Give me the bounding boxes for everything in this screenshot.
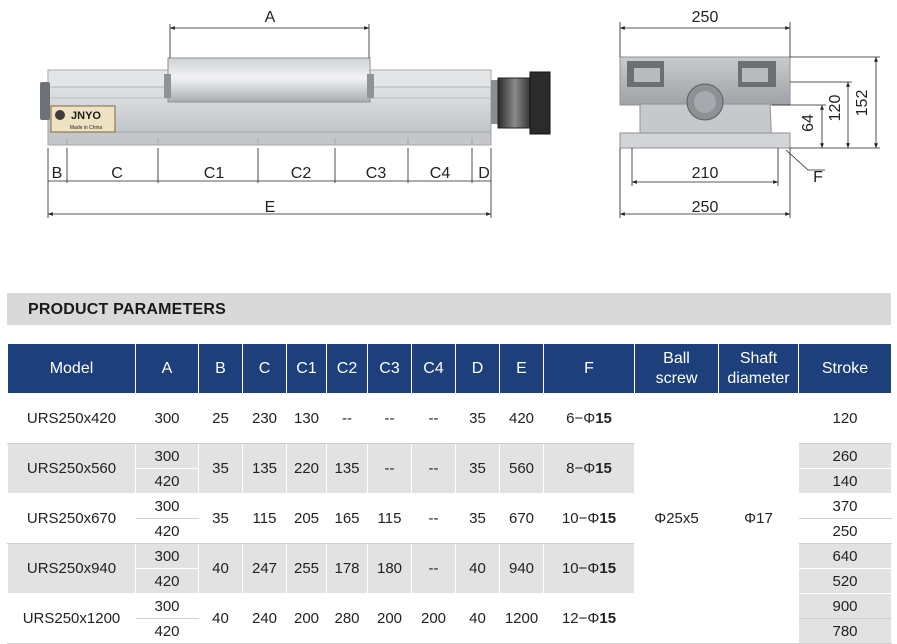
cell-e: 420 <box>500 394 544 444</box>
col-header-c3: C3 <box>368 344 412 394</box>
col-header-c: C <box>243 344 287 394</box>
cell-d: 35 <box>456 394 500 444</box>
cell-f <box>544 494 635 544</box>
cell-e: 940 <box>500 544 544 594</box>
cell-c4: -- <box>412 444 456 494</box>
cell-f <box>544 394 635 444</box>
ball-header-line2: screw <box>655 369 698 387</box>
dim-label-c2: C2 <box>290 165 312 182</box>
cell-a: 420 <box>136 469 199 494</box>
cell-a: 420 <box>136 569 199 594</box>
cell-f-prefix: 8−Φ <box>566 460 596 477</box>
cell-c: 115 <box>243 494 287 544</box>
cell-stroke: 520 <box>799 569 892 594</box>
cell-c: 135 <box>243 444 287 494</box>
cell-shaft-diameter: Φ17 <box>719 394 799 644</box>
cell-a: 420 <box>136 619 199 644</box>
cell-d: 40 <box>456 544 500 594</box>
cell-e: 670 <box>500 494 544 544</box>
cell-c4: -- <box>412 544 456 594</box>
shaft-header-line2: diameter <box>727 369 790 387</box>
dim-label-c1: C1 <box>203 165 225 182</box>
table-row <box>8 394 892 444</box>
cell-c3: -- <box>368 444 412 494</box>
ball-header-line1: Ball <box>663 349 690 367</box>
cell-stroke: 780 <box>799 619 892 644</box>
cell-stroke: 120 <box>799 394 892 444</box>
cell-stroke: 260 <box>799 444 892 469</box>
col-header-c4: C4 <box>412 344 456 394</box>
cell-stroke: 140 <box>799 469 892 494</box>
dim-label-210: 210 <box>691 165 719 182</box>
cell-f <box>544 544 635 594</box>
cell-b: 40 <box>199 544 243 594</box>
cell-a: 300 <box>136 394 199 444</box>
cell-c: 230 <box>243 394 287 444</box>
cell-e: 560 <box>500 444 544 494</box>
dim-label-d: D <box>478 165 490 182</box>
cell-model: URS250x1200 <box>8 594 136 644</box>
technical-drawing <box>0 0 897 240</box>
cell-c1: 200 <box>287 594 327 644</box>
dim-label-e: E <box>264 199 276 216</box>
cell-c1: 220 <box>287 444 327 494</box>
cell-c2: 280 <box>327 594 368 644</box>
cell-c4: -- <box>412 394 456 444</box>
dim-label-64: 64 <box>800 114 817 132</box>
cell-f-number: 15 <box>599 610 617 627</box>
col-header-model: Model <box>8 344 136 394</box>
cell-c: 240 <box>243 594 287 644</box>
cell-c2: -- <box>327 394 368 444</box>
cell-a: 300 <box>136 544 199 569</box>
end-view <box>620 57 790 148</box>
dim-label-b: B <box>51 165 63 182</box>
dim-label-250-top: 250 <box>691 9 719 26</box>
cell-c3: -- <box>368 394 412 444</box>
col-header-f: F <box>544 344 635 394</box>
cell-b: 35 <box>199 444 243 494</box>
cell-f-number: 15 <box>599 510 617 527</box>
cell-c3: 180 <box>368 544 412 594</box>
cell-model: URS250x670 <box>8 494 136 544</box>
cell-d: 35 <box>456 494 500 544</box>
cell-c: 247 <box>243 544 287 594</box>
cell-c1: 205 <box>287 494 327 544</box>
cell-c4: -- <box>412 494 456 544</box>
col-header-d: D <box>456 344 500 394</box>
dim-label-c3: C3 <box>365 165 387 182</box>
cell-c3: 200 <box>368 594 412 644</box>
cell-stroke: 900 <box>799 594 892 619</box>
dim-label-c4: C4 <box>429 165 451 182</box>
col-header-shaft-diameter <box>719 344 799 394</box>
cell-f-prefix: 10−Φ <box>561 560 600 577</box>
cell-a: 300 <box>136 494 199 519</box>
col-header-c1: C1 <box>287 344 327 394</box>
col-header-b: B <box>199 344 243 394</box>
cell-e: 1200 <box>500 594 544 644</box>
cell-f <box>544 594 635 644</box>
cell-stroke: 250 <box>799 519 892 544</box>
cell-model: URS250x940 <box>8 544 136 594</box>
cell-model: URS250x560 <box>8 444 136 494</box>
cell-d: 40 <box>456 594 500 644</box>
cell-ball-screw: Φ25x5 <box>635 394 719 644</box>
product-parameters-table <box>7 343 892 644</box>
cell-b: 35 <box>199 494 243 544</box>
section-header <box>7 293 891 325</box>
col-header-stroke: Stroke <box>799 344 892 394</box>
shaft-header-line1: Shaft <box>739 349 778 367</box>
dim-label-250-bottom: 250 <box>691 199 719 216</box>
cell-c3: 115 <box>368 494 412 544</box>
col-header-c2: C2 <box>327 344 368 394</box>
cell-f-prefix: 12−Φ <box>561 610 600 627</box>
section-title: PRODUCT PARAMETERS <box>28 301 226 318</box>
side-view <box>40 58 550 145</box>
cell-a: 420 <box>136 519 199 544</box>
col-header-a: A <box>136 344 199 394</box>
cell-stroke: 370 <box>799 494 892 519</box>
cell-c1: 130 <box>287 394 327 444</box>
cell-c2: 178 <box>327 544 368 594</box>
dim-label-c: C <box>111 165 123 182</box>
cell-f-number: 15 <box>595 460 612 477</box>
cell-model: URS250x420 <box>8 394 136 444</box>
col-header-e: E <box>500 344 544 394</box>
cell-f-prefix: 6−Φ <box>566 410 596 427</box>
cell-f-number: 15 <box>599 560 617 577</box>
table-header-row <box>8 344 892 394</box>
logo-subtext: Made in China <box>69 125 103 131</box>
cell-c1: 255 <box>287 544 327 594</box>
cell-f-prefix: 10−Φ <box>561 510 600 527</box>
cell-a: 300 <box>136 594 199 619</box>
dim-label-120: 120 <box>827 94 844 122</box>
cell-c2: 135 <box>327 444 368 494</box>
cell-a: 300 <box>136 444 199 469</box>
dim-label-152: 152 <box>854 89 871 117</box>
col-header-ball-screw <box>635 344 719 394</box>
cell-b: 40 <box>199 594 243 644</box>
cell-stroke: 640 <box>799 544 892 569</box>
cell-c4: 200 <box>412 594 456 644</box>
dim-label-a: A <box>264 9 276 26</box>
cell-f <box>544 444 635 494</box>
cell-c2: 165 <box>327 494 368 544</box>
logo-text: JNYO <box>71 110 101 122</box>
cell-d: 35 <box>456 444 500 494</box>
cell-f-number: 15 <box>595 410 612 427</box>
cell-b: 25 <box>199 394 243 444</box>
dim-label-f: F <box>813 169 823 186</box>
